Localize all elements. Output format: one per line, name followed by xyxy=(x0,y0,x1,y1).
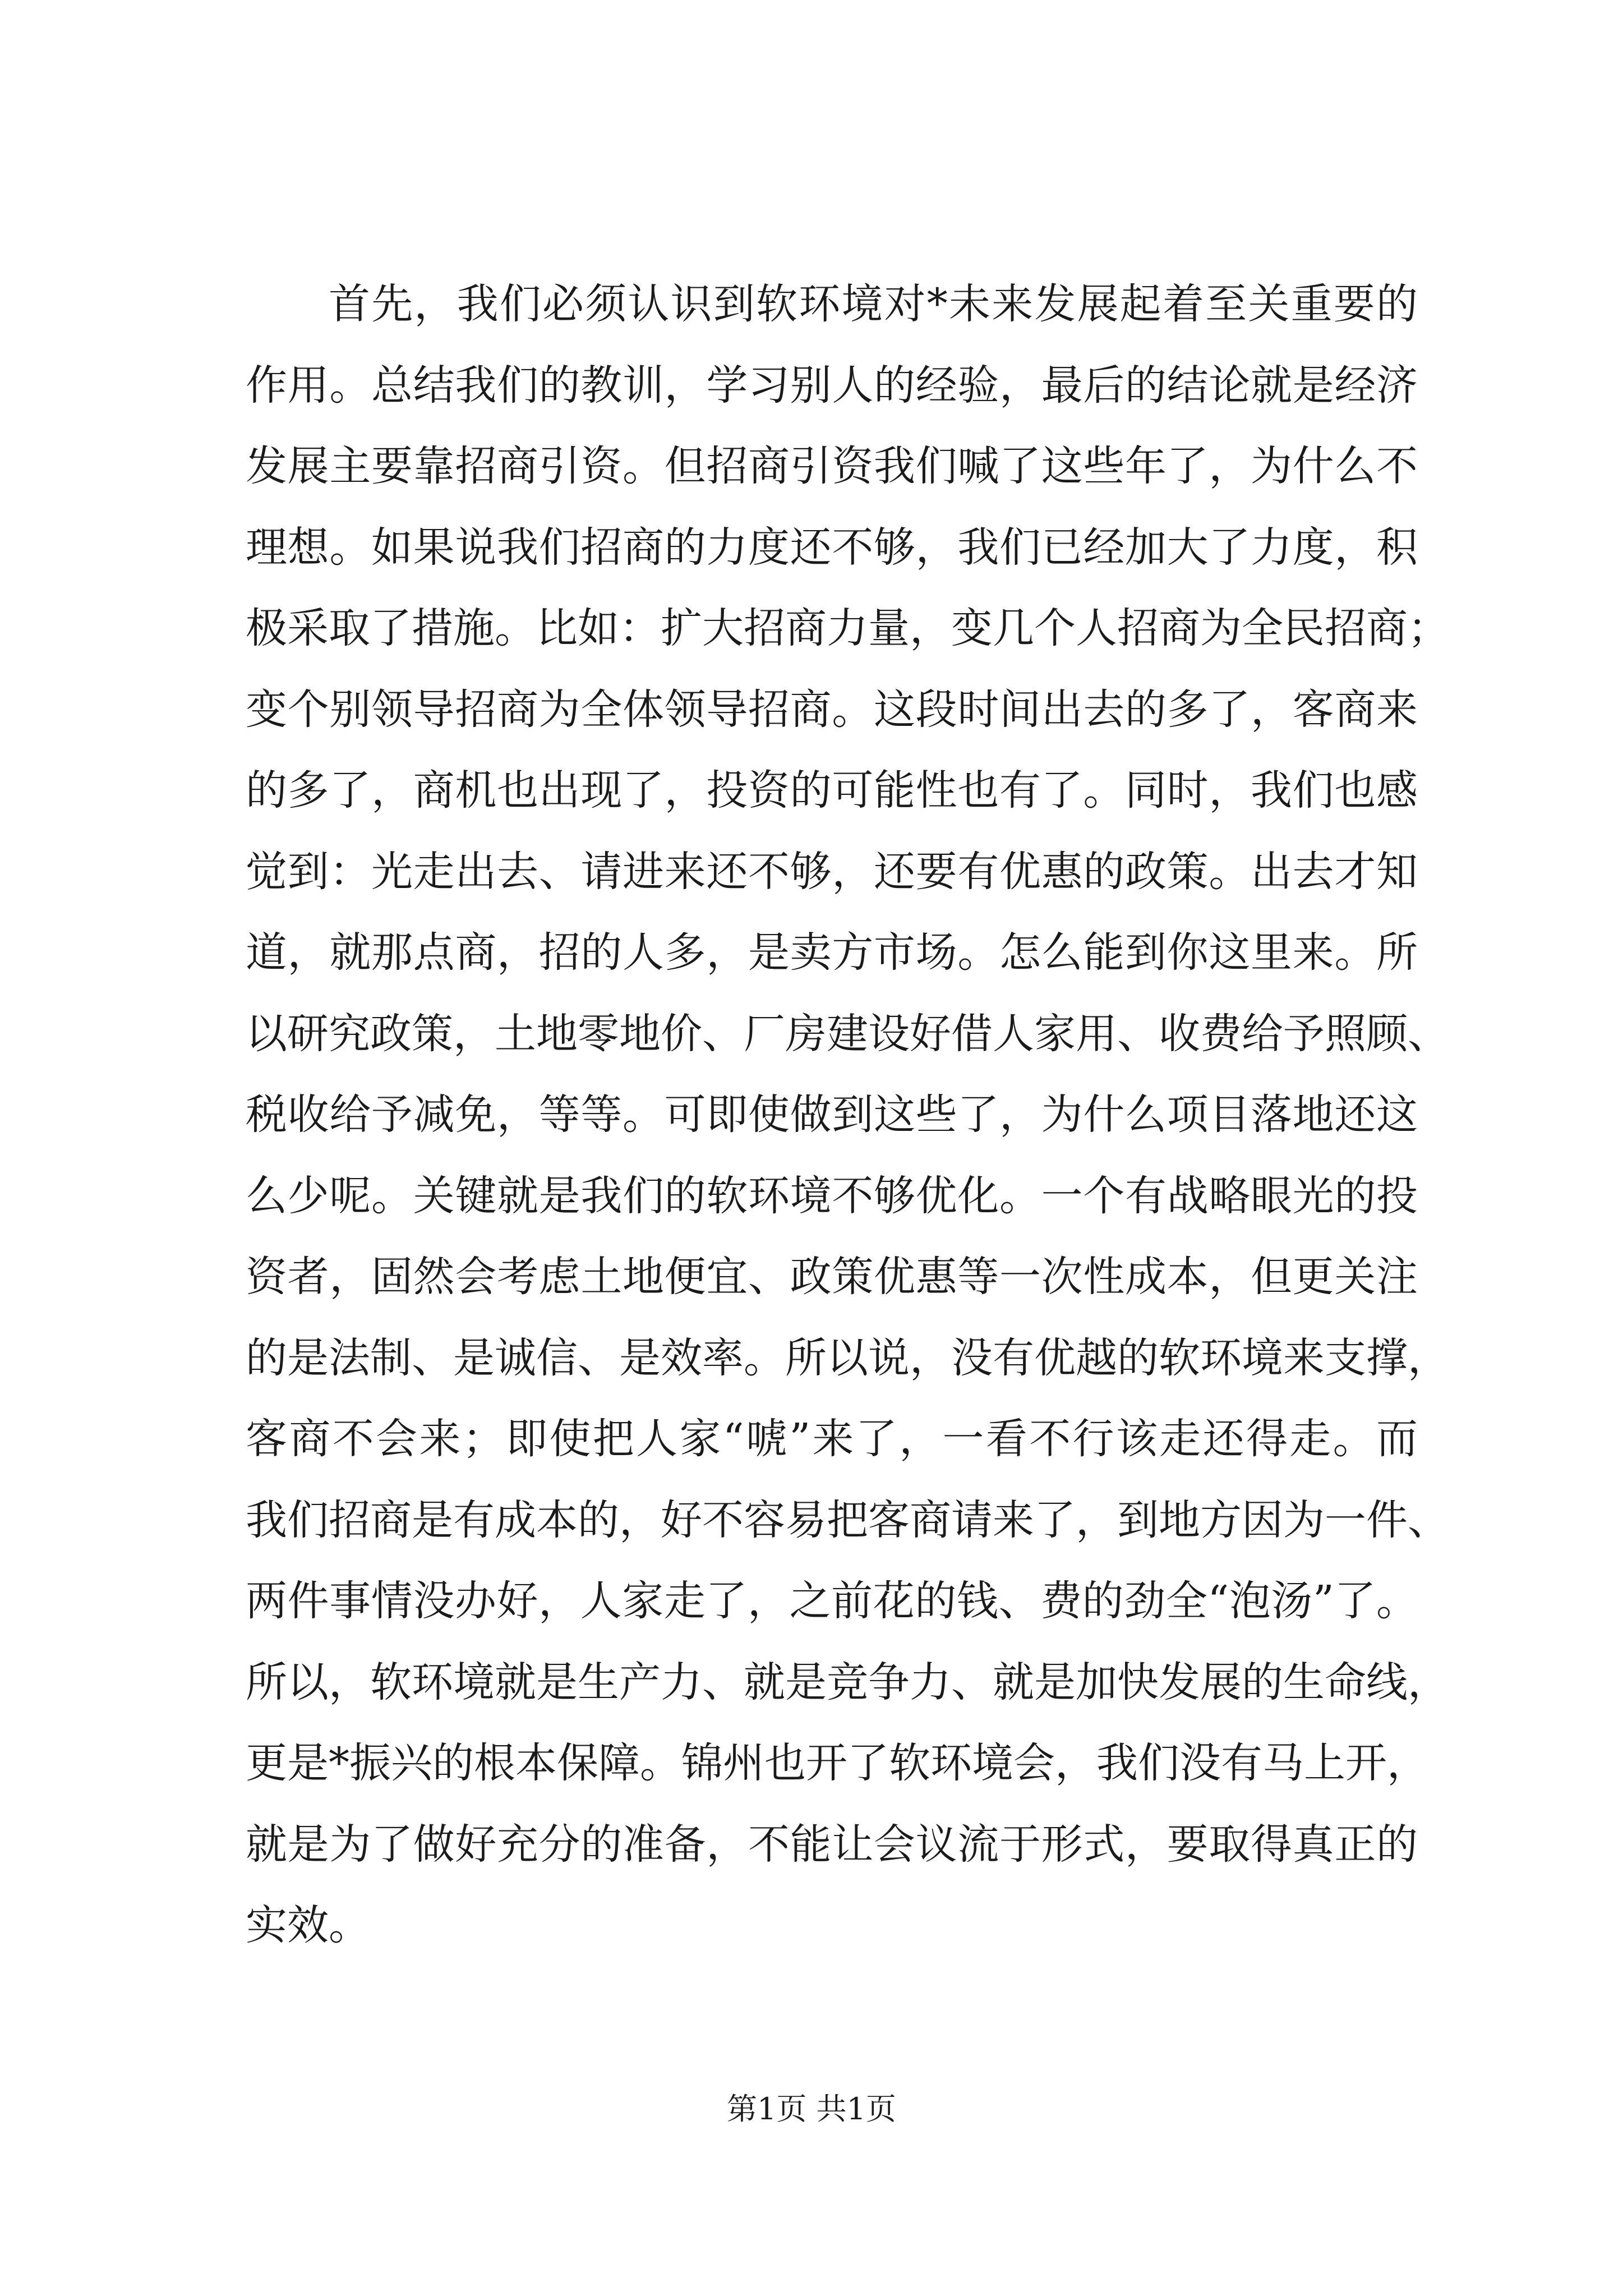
body-paragraph xyxy=(246,264,1449,1966)
paragraph-line: 发展主要靠招商引资。但招商引资我们喊了这些年了，为什么不 xyxy=(246,442,1418,490)
paragraph-line: 资者，固然会考虑土地便宜、政策优惠等一次性成本，但更关注 xyxy=(246,1253,1418,1301)
paragraph-line: 么少呢。关键就是我们的软环境不够优化。一个有战略眼光的投 xyxy=(246,1171,1418,1220)
paragraph-line: 理想。如果说我们招商的力度还不够，我们已经加大了力度，积 xyxy=(246,523,1418,572)
paragraph-line: 税收给予减免，等等。可即使做到这些了，为什么项目落地还这 xyxy=(246,1091,1418,1139)
paragraph-line: 客商不会来；即使把人家“唬”来了，一看不行该走还得走。而 xyxy=(246,1415,1418,1463)
paragraph-line: 作用。总结我们的教训，学习别人的经验，最后的结论就是经济 xyxy=(246,361,1418,409)
paragraph-line: 的是法制、是诚信、是效率。所以说，没有优越的软环境来支撑， xyxy=(246,1333,1449,1382)
paragraph-line: 所以，软环境就是生产力、就是竞争力、就是加快发展的生命线， xyxy=(246,1658,1449,1706)
paragraph-line: 以研究政策，土地零地价、厂房建设好借人家用、收费给予照顾、 xyxy=(246,1009,1449,1058)
paragraph-line: 道，就那点商，招的人多，是卖方市场。怎么能到你这里来。所 xyxy=(246,928,1418,977)
paragraph-line: 变个别领导招商为全体领导招商。这段时间出去的多了，客商来 xyxy=(246,685,1418,734)
paragraph-line: 实效。 xyxy=(246,1901,370,1949)
page-number-footer: 第1页 共1页 xyxy=(727,2091,896,2127)
paragraph-line: 更是*振兴的根本保障。锦州也开了软环境会，我们没有马上开， xyxy=(246,1739,1428,1787)
paragraph-line: 的多了，商机也出现了，投资的可能性也有了。同时，我们也感 xyxy=(246,766,1418,815)
paragraph-line: 首先，我们必须认识到软环境对*未来发展起着至关重要的 xyxy=(329,280,1418,328)
paragraph-line: 两件事情没办好，人家走了，之前花的钱、费的劲全“泡汤”了。 xyxy=(246,1577,1418,1625)
paragraph-line: 我们招商是有成本的，好不容易把客商请来了，到地方因为一件、 xyxy=(246,1496,1449,1544)
paragraph-line: 觉到：光走出去、请进来还不够，还要有优惠的政策。出去才知 xyxy=(246,847,1418,896)
paragraph-line: 就是为了做好充分的准备，不能让会议流于形式，要取得真正的 xyxy=(246,1820,1418,1869)
paragraph-line: 极采取了措施。比如：扩大招商力量，变几个人招商为全民招商； xyxy=(246,604,1449,652)
